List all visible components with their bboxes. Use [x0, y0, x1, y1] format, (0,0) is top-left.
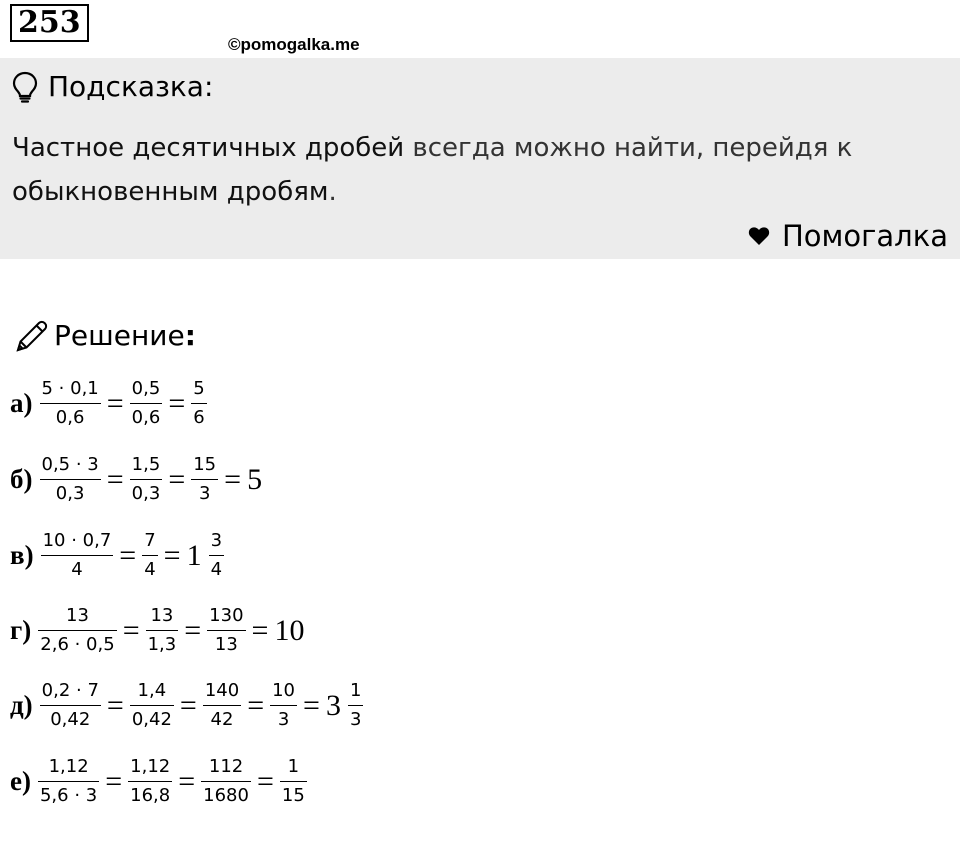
fraction	[130, 378, 163, 429]
equals-sign: =	[163, 538, 181, 572]
hint-header	[12, 70, 213, 104]
denominator: 0,42	[40, 705, 101, 731]
equals-sign: =	[251, 613, 269, 647]
numerator: 0,5 · 3	[41, 454, 99, 475]
fraction	[130, 454, 163, 505]
solution-title-colon: :	[184, 319, 196, 352]
pencil-icon	[14, 318, 50, 354]
equals-sign: =	[247, 688, 265, 722]
numerator: 0,2 · 7	[41, 680, 99, 701]
fraction	[348, 680, 363, 731]
equals-sign: =	[178, 764, 196, 798]
denominator: 16,8	[128, 781, 172, 807]
solution-row	[10, 378, 210, 429]
denominator: 6	[191, 403, 206, 429]
numerator: 1,4	[137, 680, 167, 701]
hint-text	[12, 126, 912, 214]
equals-sign: =	[168, 462, 186, 496]
fraction	[38, 756, 99, 807]
denominator: 3	[191, 479, 218, 505]
equals-sign: =	[105, 764, 123, 798]
fraction	[191, 454, 218, 505]
fraction	[40, 378, 101, 429]
fraction	[270, 680, 297, 731]
solution-row	[10, 680, 366, 731]
equals-sign: =	[168, 386, 186, 420]
numerator: 10	[272, 680, 296, 701]
hint-text-emphasis-2: обыкновенным дробям	[12, 177, 329, 207]
numerator: 5 · 0,1	[41, 378, 99, 399]
denominator: 0,3	[40, 479, 101, 505]
numerator: 1	[349, 680, 362, 701]
solution-row	[10, 530, 227, 581]
numerator: 0,5	[131, 378, 161, 399]
numerator: 1	[287, 756, 300, 777]
numerator: 1,5	[131, 454, 161, 475]
hint-text-end: .	[328, 177, 337, 207]
denominator: 0,42	[130, 705, 174, 731]
fraction	[280, 756, 307, 807]
fraction	[209, 530, 224, 581]
fraction	[130, 680, 174, 731]
equals-sign: =	[119, 538, 137, 572]
fraction	[38, 605, 116, 656]
numerator: 1,12	[48, 756, 89, 777]
numerator: 7	[144, 530, 156, 551]
hint-signature	[748, 218, 948, 254]
denominator: 1680	[201, 781, 251, 807]
fraction	[201, 756, 251, 807]
lightbulb-icon	[12, 71, 38, 103]
row-label: в)	[10, 540, 34, 570]
solution-row	[10, 756, 310, 807]
hint-text-body: всегда можно найти, перейдя к	[404, 133, 853, 163]
numerator: 5	[193, 378, 205, 399]
equals-sign: =	[122, 613, 140, 647]
denominator: 4	[209, 555, 224, 581]
heart-icon	[748, 226, 770, 246]
mixed-whole-part: 3	[325, 688, 341, 722]
denominator: 1,3	[146, 630, 179, 656]
mixed-whole-part: 1	[186, 538, 202, 572]
equals-sign: =	[106, 386, 124, 420]
row-label: г)	[10, 615, 32, 645]
result-number: 10	[274, 613, 305, 647]
denominator: 0,6	[130, 403, 163, 429]
row-label: б)	[10, 464, 33, 494]
fraction	[128, 756, 172, 807]
fraction	[40, 454, 101, 505]
numerator: 3	[210, 530, 223, 551]
denominator: 0,3	[130, 479, 163, 505]
denominator: 5,6 · 3	[38, 781, 99, 807]
hint-title: Подсказка:	[48, 70, 214, 103]
denominator: 0,6	[40, 403, 101, 429]
equals-sign: =	[106, 462, 124, 496]
row-label: а)	[10, 388, 33, 418]
fraction	[40, 680, 101, 731]
solution-header	[14, 318, 196, 354]
numerator: 13	[66, 605, 89, 626]
watermark: ©pomogalka.me	[228, 35, 360, 54]
fraction	[207, 605, 245, 656]
fraction	[142, 530, 157, 581]
denominator: 13	[207, 630, 245, 656]
denominator: 3	[348, 705, 363, 731]
denominator: 2,6 · 0,5	[38, 630, 116, 656]
solution-row	[10, 605, 307, 656]
fraction	[203, 680, 241, 731]
signature-text: Помогалка	[782, 219, 948, 253]
numerator: 13	[150, 605, 174, 626]
numerator: 112	[208, 756, 244, 777]
denominator: 4	[142, 555, 157, 581]
equals-sign: =	[224, 462, 242, 496]
solution-title: Решение	[54, 319, 185, 352]
hint-text-emphasis-1: Частное десятичных дробей	[12, 133, 405, 163]
numerator: 10 · 0,7	[42, 530, 112, 551]
solution-row	[10, 454, 265, 505]
result-number: 5	[247, 462, 263, 496]
equals-sign: =	[184, 613, 202, 647]
numerator: 15	[193, 454, 217, 475]
denominator: 42	[203, 705, 241, 731]
row-label: е)	[10, 766, 31, 796]
equals-sign: =	[179, 688, 197, 722]
denominator: 15	[280, 781, 307, 807]
equals-sign: =	[106, 688, 124, 722]
denominator: 4	[41, 555, 114, 581]
hint-panel	[0, 58, 960, 259]
equals-sign: =	[256, 764, 274, 798]
numerator: 130	[209, 605, 244, 626]
fraction	[191, 378, 206, 429]
row-label: д)	[10, 690, 33, 720]
numerator: 140	[204, 680, 240, 701]
fraction	[146, 605, 179, 656]
denominator: 3	[270, 705, 297, 731]
equals-sign: =	[303, 688, 320, 722]
numerator: 1,12	[130, 756, 171, 777]
task-number: 253	[10, 4, 89, 42]
fraction	[41, 530, 114, 581]
